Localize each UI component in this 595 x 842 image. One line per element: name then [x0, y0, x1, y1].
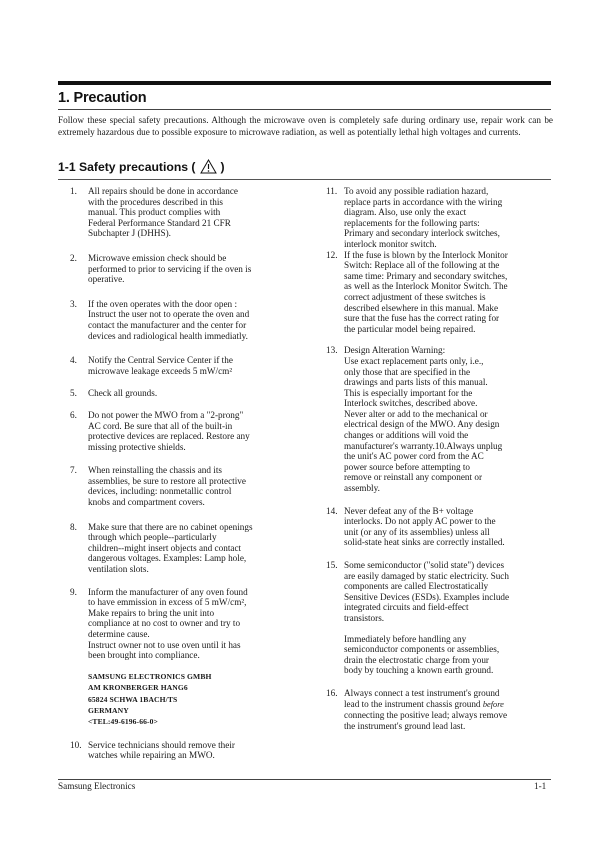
item-text: Do not power the MWO from a "2-prong" AC cord. Be sure that all of the built-in protective devices are replaced. Restore any missing protective shields. [88, 409, 250, 452]
subsection-title-suffix: ) [220, 159, 225, 174]
item-number: 1. [70, 186, 77, 196]
precautions-left-column [70, 186, 302, 761]
item-number: 5. [70, 388, 77, 399]
item-text: Notify the Central Service Center if the microwave leakage exceeds 5 mW/cm² [88, 355, 233, 376]
subsection-title-prefix: 1-1 Safety precautions ( [58, 159, 196, 174]
item-number: 2. [70, 252, 77, 263]
precautions-right-column [326, 186, 554, 731]
footer-company: Samsung Electronics [58, 781, 136, 791]
item-text-second-paragraph: Immediately before handling any semiconductor components or assemblies, drain the electrostatic charge from your body by touching a known earth ground. [344, 633, 500, 676]
list-item [326, 506, 554, 548]
list-item [326, 560, 554, 676]
list-item [70, 355, 302, 376]
item-number: 6. [70, 409, 77, 420]
subsection-title-rule [58, 179, 551, 180]
item-text: Never defeat any of the B+ voltage interlocks. Do not apply AC power to the unit (or any of its assemblies) unless all solid-state heat sinks are correctly installed. [344, 505, 505, 548]
item-number: 16. [326, 687, 338, 698]
list-item [326, 345, 554, 493]
item-number: 15. [326, 560, 338, 570]
item-number: 3. [70, 298, 77, 309]
footer-rule [58, 779, 551, 780]
list-item [326, 250, 554, 335]
list-item [70, 740, 302, 761]
list-item [70, 410, 302, 452]
item-text: Service technicians should remove their watches while repairing an MWO. [88, 739, 235, 761]
item-text: Check all grounds. [88, 388, 158, 399]
manufacturer-address: SAMSUNG ELECTRONICS GMBH AM KRONBERGER HANG6 65824 SCHWA 1BACH/TS GERMANY <TEL:49-6196-66-0> [88, 671, 212, 727]
subsection-title [58, 159, 225, 174]
item-text-emphasis: before [482, 699, 504, 709]
item-text: Some semiconductor ("solid state") devices are easily damaged by static electricity. Such components are called Electrostatically Sensitive Devices (ESDs). Examples include integrated circuits and field-effect transistors. [344, 560, 510, 623]
item-number: 14. [326, 505, 338, 516]
item-text: Make sure that there are no cabinet openings through which people--particularly children--might insert objects and contact dangerous voltages. Examples: Lamp hole, ventilation slots. [88, 521, 253, 575]
item-number: 8. [70, 521, 77, 532]
list-item [70, 186, 302, 239]
item-text: To avoid any possible radiation hazard, replace parts in accordance with the wiring diagram. Also, use only the exact replacements for the following parts: Primary and secondary interlock switches, interlock monitor switch. [344, 186, 503, 249]
item-text: If the fuse is blown by the Interlock Monitor Switch: Replace all of the following at the same time: Primary and secondary switches, as well as the Interlock Monitor Switch. The correct adjustment of these switches is described elsewhere in this manual. Make sure that the fuse has the correct rating for the particular model being repaired. [344, 249, 508, 334]
page-number: 1-1 [534, 781, 547, 791]
item-text: All repairs should be done in accordance with the procedures described in this manual. This product complies with Federal Performance Standard 21 CFR Subchapter J (DHHS). [88, 186, 239, 239]
section-title: 1. Precaution [58, 90, 147, 106]
item-text: Microwave emission check should be performed to prior to servicing if the oven is operative. [88, 252, 252, 285]
list-item [70, 388, 302, 399]
list-item [70, 253, 302, 285]
item-number: 7. [70, 465, 77, 476]
item-text: When reinstalling the chassis and its assemblies, be sure to restore all protective devices, including: nonmetallic control knobs and compartment covers. [88, 465, 246, 508]
list-item [70, 299, 302, 341]
item-number: 4. [70, 355, 77, 366]
item-text: If the oven operates with the door open : Instruct the user not to operate the oven and contact the manufacturer and the center for devices and radiological health immediatly. [88, 298, 250, 341]
list-item [70, 522, 302, 575]
list-item [70, 465, 302, 507]
item-text [344, 688, 554, 731]
section-title-rule [58, 109, 551, 110]
list-item [70, 587, 302, 728]
item-text-part-b: connecting the positive lead; always remove the instrument's ground lead last. [344, 710, 508, 731]
list-item [326, 688, 554, 731]
item-number: 13. [326, 345, 338, 356]
item-text: Design Alteration Warning: Use exact replacement parts only, i.e., only those that are specified in the drawings and parts lists of this manual. This is especially important for the Interlock switches, described above. Never alter or add to the mechanical or electrical design of the MWO. Any design changes or additions will void the manufacturer's warranty.10.Always unplug the unit's AC power cord from the AC power source before attempting to remove or reinstall any component or assembly. [344, 345, 503, 494]
item-text-part-a: Always connect a test instrument's ground lead to the instrument chassis ground [344, 687, 500, 709]
item-number: 11. [326, 186, 338, 196]
list-item [326, 186, 554, 250]
top-rule [58, 81, 551, 85]
item-number: 10. [70, 739, 82, 750]
item-number: 9. [70, 586, 77, 597]
intro-paragraph: Follow these special safety precautions. Although the microwave oven is completely safe during ordinary use, repair work can be extremely hazardous due to possible exposure to microwave radiation, as well as potentially lethal high voltages and currents. [58, 115, 553, 138]
warning-triangle-icon [200, 159, 217, 174]
item-number: 12. [326, 249, 338, 260]
item-text: Inform the manufacturer of any oven found to have emmission in excess of 5 mW/cm², Make repairs to bring the unit into compliance at no cost to owner and try to determine cause. Instruct owner not to use oven until it has been brought into compliance. [88, 586, 248, 661]
